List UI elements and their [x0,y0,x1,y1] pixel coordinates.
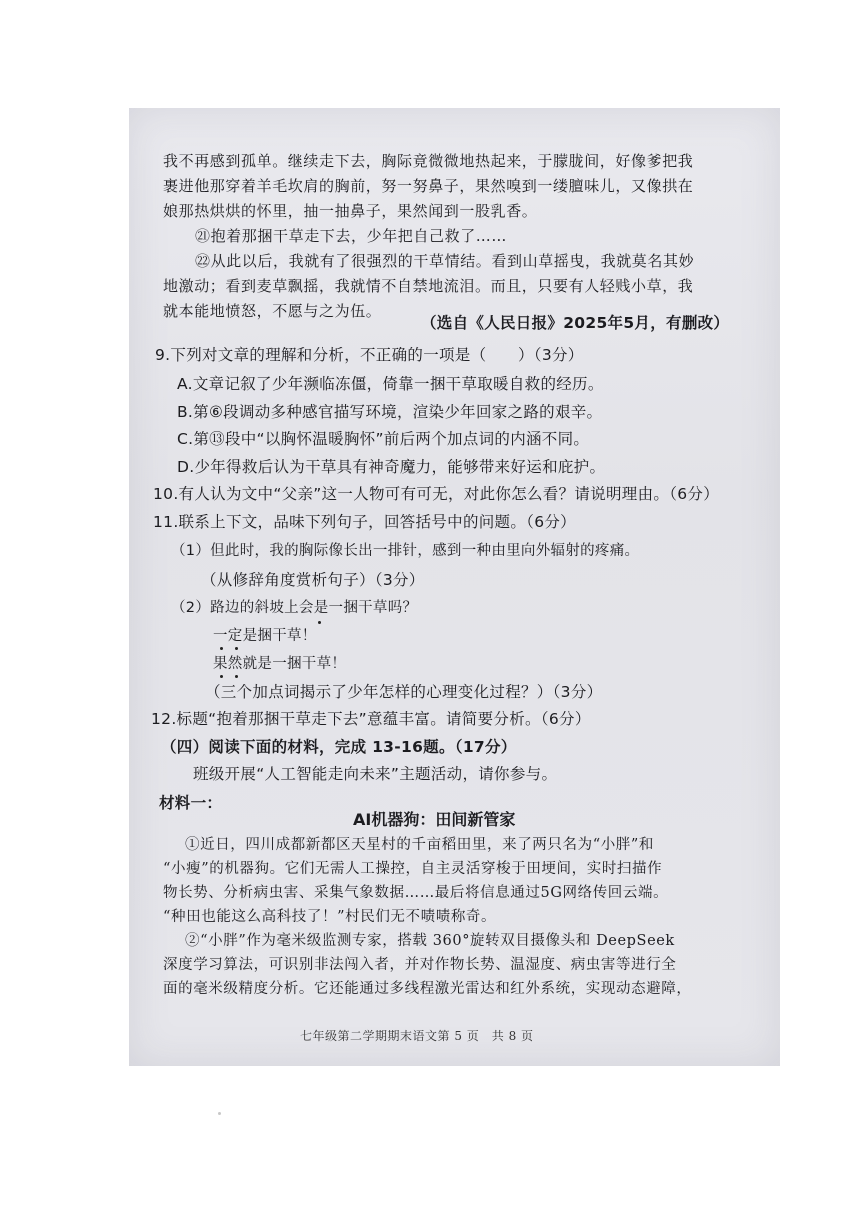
question-11-2-line-2: 果然就是一捆干草！ [213,656,347,672]
question-11-1-prompt: （从修辞角度赏析句子）（3分） [201,571,425,589]
passage-line: 就本能地愤怒，不愿与之为伍。 [163,302,382,320]
option-d: D.少年得救后认为干草具有神奇魔力，能够带来好运和庇护。 [177,458,606,476]
scan-speck [218,1112,221,1115]
page-content [129,108,780,1066]
option-a: A.文章记叙了少年濒临冻僵，倚靠一捆干草取暖自救的经历。 [177,375,604,393]
page-footer: 七年级第二学期期末语文第 5 页 共 8 页 [300,1029,534,1043]
emphasis-dot [220,675,223,678]
question-11-2: （2）路边的斜坡上会是一捆干草吗？ [171,600,418,616]
material-line: ②“小胖”作为毫米级监测专家，搭载 360°旋转双目摄像头和 DeepSeek [185,933,675,949]
question-12: 12.标题“抱着那捆干草走下去”意蕴丰富。请简要分析。（6分） [151,710,591,728]
passage-line: 娘那热烘烘的怀里，抽一抽鼻子，果然闻到一股乳香。 [163,202,538,220]
question-11-2-line-1: 一定是捆干草！ [213,628,317,644]
option-b: B.第⑥段调动多种感官描写环境，渲染少年回家之路的艰辛。 [177,403,603,421]
material-label: 材料一： [159,794,223,812]
material-line: ①近日，四川成都新都区天星村的千亩稻田里，来了两只名为“小胖”和 [185,837,655,853]
emphasis-dot [235,675,238,678]
question-9: 9.下列对文章的理解和分析，不正确的一项是（ ）（3分） [155,346,584,364]
section-4-heading: （四）阅读下面的材料，完成 13-16题。（17分） [161,738,517,756]
question-10: 10.有人认为文中“父亲”这一人物可有可无，对此你怎么看？请说明理由。（6分） [153,485,720,503]
emphasis-dot [318,621,321,624]
scanned-page [129,108,780,1066]
material-title: AI机器狗：田间新管家 [353,810,516,829]
material-line: “小瘦”的机器狗。它们无需人工操控，自主灵活穿梭于田埂间，实时扫描作 [163,861,663,877]
question-11-1: （1）但此时，我的胸际像长出一排针，感到一种由里向外辐射的疼痛。 [171,543,640,559]
emphasis-dot [220,647,223,650]
source-citation: （选自《人民日报》2025年5月，有删改） [421,314,730,332]
passage-line: 裹进他那穿着羊毛坎肩的胸前，努一努鼻子，果然嗅到一缕膻味儿，又像拱在 [163,177,694,195]
passage-line: 地激动；看到麦草飘摇，我就情不自禁地流泪。而且，只要有人轻贱小草，我 [163,277,694,295]
material-line: 面的毫米级精度分析。它还能通过多线程激光雷达和红外系统，实现动态避障， [163,981,692,997]
option-c: C.第⑬段中“以胸怀温暖胸怀”前后两个加点词的内涵不同。 [177,430,590,448]
material-line: “种田也能这么高科技了！”村民们无不啧啧称奇。 [163,909,497,925]
material-line: 物长势、分析病虫害、采集气象数据……最后将信息通过5G网络传回云端。 [163,885,669,901]
passage-line: 我不再感到孤单。继续走下去，胸际竟微微地热起来，于朦胧间，好像爹把我 [163,152,694,170]
question-11: 11.联系上下文，品味下列句子，回答括号中的问题。（6分） [153,513,576,531]
emphasis-dot [235,647,238,650]
paragraph-21: ㉑抱着那捆干草走下去，少年把自己救了…… [195,227,508,245]
material-line: 深度学习算法，可识别非法闯入者，并对作物长势、温湿度、病虫害等进行全 [163,957,677,973]
paragraph-22: ㉒从此以后，我就有了很强烈的干草情结。看到山草摇曳，我就莫名其妙 [195,252,695,270]
question-11-2-prompt: （三个加点词揭示了少年怎样的心理变化过程？）（3分） [205,683,603,701]
section-4-intro: 班级开展“人工智能走向未来”主题活动，请你参与。 [193,765,558,783]
